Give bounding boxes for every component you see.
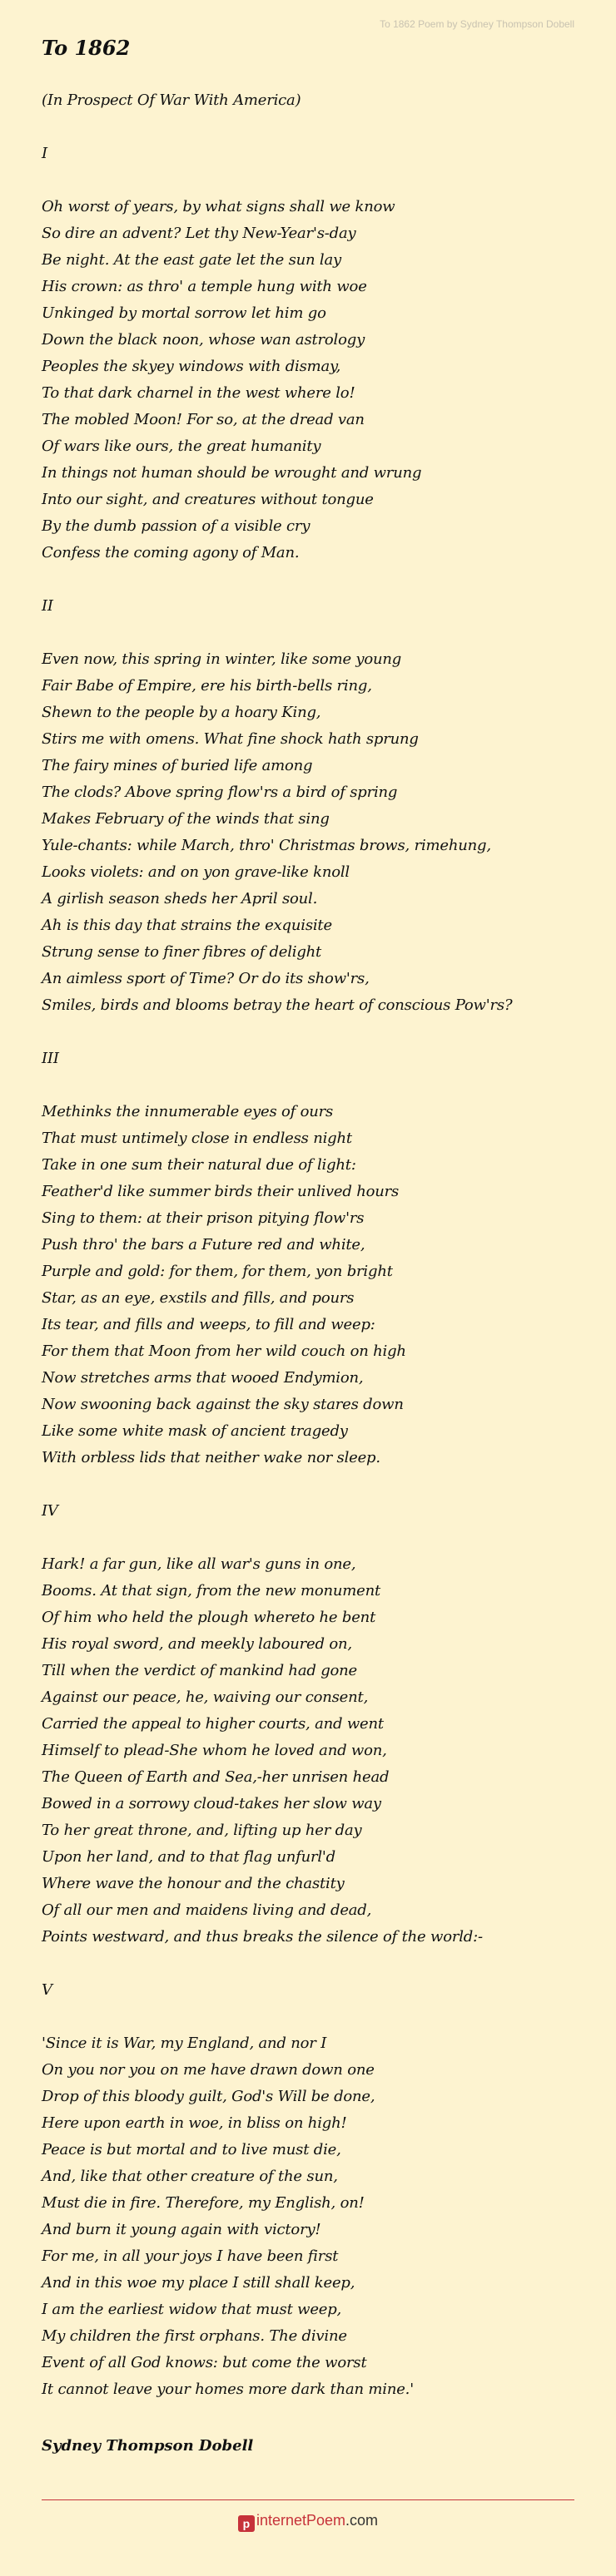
poem-line: Peace is but mortal and to live must die, [42,2141,341,2158]
poem-line: Shewn to the people by a hoary King, [42,704,321,721]
poem-line: Oh worst of years, by what signs shall we know [42,198,395,215]
poem-line: And, like that other creature of the sun, [42,2168,338,2185]
poem-line: Must die in fire. Therefore, my English, on! [42,2194,365,2212]
poem-line: Booms. At that sign, from the new monument [42,1582,381,1599]
stanza-gap [42,114,583,141]
poem-line: Yule-chants: while March, thro' Christmas brows, rimehung, [42,837,491,854]
poem-author[interactable]: Sydney Thompson Dobell [42,2437,254,2455]
poem-line: Fair Babe of Empire, ere his birth-bells ring, [42,677,372,695]
poem-line: Purple and gold: for them, for them, yon bright [42,1263,393,1280]
poem-line: Unkinged by mortal sorrow let him go [42,304,326,322]
poem-line: On you nor you on me have drawn down one [42,2061,375,2079]
poem-line: 'Since it is War, my England, and nor I [42,2035,327,2052]
poem-line: Now swooning back against the sky stares down [42,1396,404,1413]
poem-line: By the dumb passion of a visible cry [42,517,310,535]
poem-line: His royal sword, and meekly laboured on, [42,1635,352,1653]
poem-line: Looks violets: and on yon grave-like knoll [42,863,350,881]
site-logo[interactable] [0,2512,616,2532]
poem-line: It cannot leave your homes more dark than mine.' [42,2381,414,2398]
poem-line: And in this woe my place I still shall keep, [42,2274,355,2292]
poem-line: Peoples the skyey windows with dismay, [42,358,341,375]
poem-line: Of wars like ours, the great humanity [42,438,321,455]
poem-line: Points westward, and thus breaks the silence of the world:- [42,1928,483,1946]
poem-line: Upon her land, and to that flag unfurl'd [42,1848,336,1866]
poem-line: Himself to plead-She whom he loved and won, [42,1742,387,1759]
logo-brand-text: internet [256,2512,306,2529]
stanza-gap [42,1019,583,1046]
poem-line: Against our peace, he, waiving our consent, [42,1688,369,1706]
poem-line: Here upon earth in woe, in bliss on high! [42,2114,347,2132]
poem-line: Of him who held the plough whereto he bent [42,1609,376,1626]
footer-divider [42,2499,574,2500]
header-credit: To 1862 Poem by Sydney Thompson Dobell [380,18,574,30]
poem-line: Event of all God knows: but come the worst [42,2354,367,2371]
stanza-gap [42,1525,583,1551]
poem-line: Confess the coming agony of Man. [42,544,300,561]
poem-line: Bowed in a sorrowy cloud-takes her slow way [42,1795,381,1812]
poem-line: Into our sight, and creatures without tongue [42,491,374,508]
poem-line: Take in one sum their natural due of light: [42,1156,356,1174]
poem-line: Its tear, and fills and weeps, to fill and weep: [42,1316,375,1333]
poem-line: Even now, this spring in winter, like some young [42,650,402,668]
poem-line: Feather'd like summer birds their unlived hours [42,1183,400,1200]
poem-line: So dire an advent? Let thy New-Year's-day [42,225,356,242]
poem-line: Makes February of the winds that sing [42,810,330,828]
poem-line: Like some white mask of ancient tragedy [42,1422,348,1440]
poem-line: Star, as an eye, exstils and fills, and pours [42,1289,355,1307]
logo-p-icon: p [238,2515,255,2532]
poem-line: Till when the verdict of mankind had gone [42,1662,357,1679]
stanza-gap [42,620,583,646]
stanza-gap [42,566,583,593]
poem-line: I am the earliest widow that must weep, [42,2301,342,2318]
poem-line: Strung sense to finer fibres of delight [42,943,322,961]
stanza-number: III [42,1050,59,1067]
poem-line: Be night. At the east gate let the sun lay [42,251,341,269]
poem-body [42,87,583,2403]
stanza-number: V [42,1981,52,1999]
poem-line: Push thro' the bars a Future red and white, [42,1236,365,1253]
poem-line: Ah is this day that strains the exquisite [42,917,332,934]
poem-line: The mobled Moon! For so, at the dread van [42,411,365,428]
poem-line: The fairy mines of buried life among [42,757,313,774]
poem-line: Smiles, birds and blooms betray the heart of conscious Pow'rs? [42,996,513,1014]
logo-tld-text: .com [345,2512,379,2529]
stanza-number: II [42,597,53,615]
poem-line: For them that Moon from her wild couch on high [42,1342,406,1360]
poem-line: The clods? Above spring flow'rs a bird of spring [42,784,398,801]
poem-line: And burn it young again with victory! [42,2221,321,2238]
stanza-gap [42,1072,583,1099]
logo-word-text: Poem [306,2512,346,2529]
poem-line: In things not human should be wrought and wrung [42,464,422,482]
poem-line: With orbless lids that neither wake nor sleep. [42,1449,380,1466]
stanza-gap [42,1951,583,1977]
stanza-gap [42,1471,583,1498]
poem-line: Where wave the honour and the chastity [42,1875,345,1892]
poem-line: Stirs me with omens. What fine shock hath sprung [42,730,419,748]
poem-line: A girlish season sheds her April soul. [42,890,318,907]
poem-title: To 1862 [42,36,131,60]
poem-line: Down the black noon, whose wan astrology [42,331,365,349]
poem-line: For me, in all your joys I have been first [42,2247,339,2265]
poem-line: Now stretches arms that wooed Endymion, [42,1369,364,1387]
poem-line: Methinks the innumerable eyes of ours [42,1103,334,1120]
poem-line: Carried the appeal to higher courts, and went [42,1715,384,1733]
stanza-number: IV [42,1502,58,1520]
poem-line: Sing to them: at their prison pitying flow'rs [42,1209,365,1227]
poem-line: His crown: as thro' a temple hung with woe [42,278,367,295]
poem-line: That must untimely close in endless night [42,1130,352,1147]
poem-line: Hark! a far gun, like all war's guns in one, [42,1555,356,1573]
poem-line: Drop of this bloody guilt, God's Will be done, [42,2088,375,2105]
stanza-number: I [42,145,47,162]
poem-line: To her great throne, and, lifting up her day [42,1822,362,1839]
poem-line: Of all our men and maidens living and dead, [42,1901,372,1919]
stanza-gap [42,2004,583,2030]
stanza-gap [42,167,583,194]
poem-line: My children the first orphans. The divine [42,2327,347,2345]
poem-line: (In Prospect Of War With America) [42,91,301,109]
poem-line: The Queen of Earth and Sea,-her unrisen head [42,1768,390,1786]
poem-line: An aimless sport of Time? Or do its show'rs, [42,970,370,987]
poem-line: To that dark charnel in the west where lo! [42,384,355,402]
